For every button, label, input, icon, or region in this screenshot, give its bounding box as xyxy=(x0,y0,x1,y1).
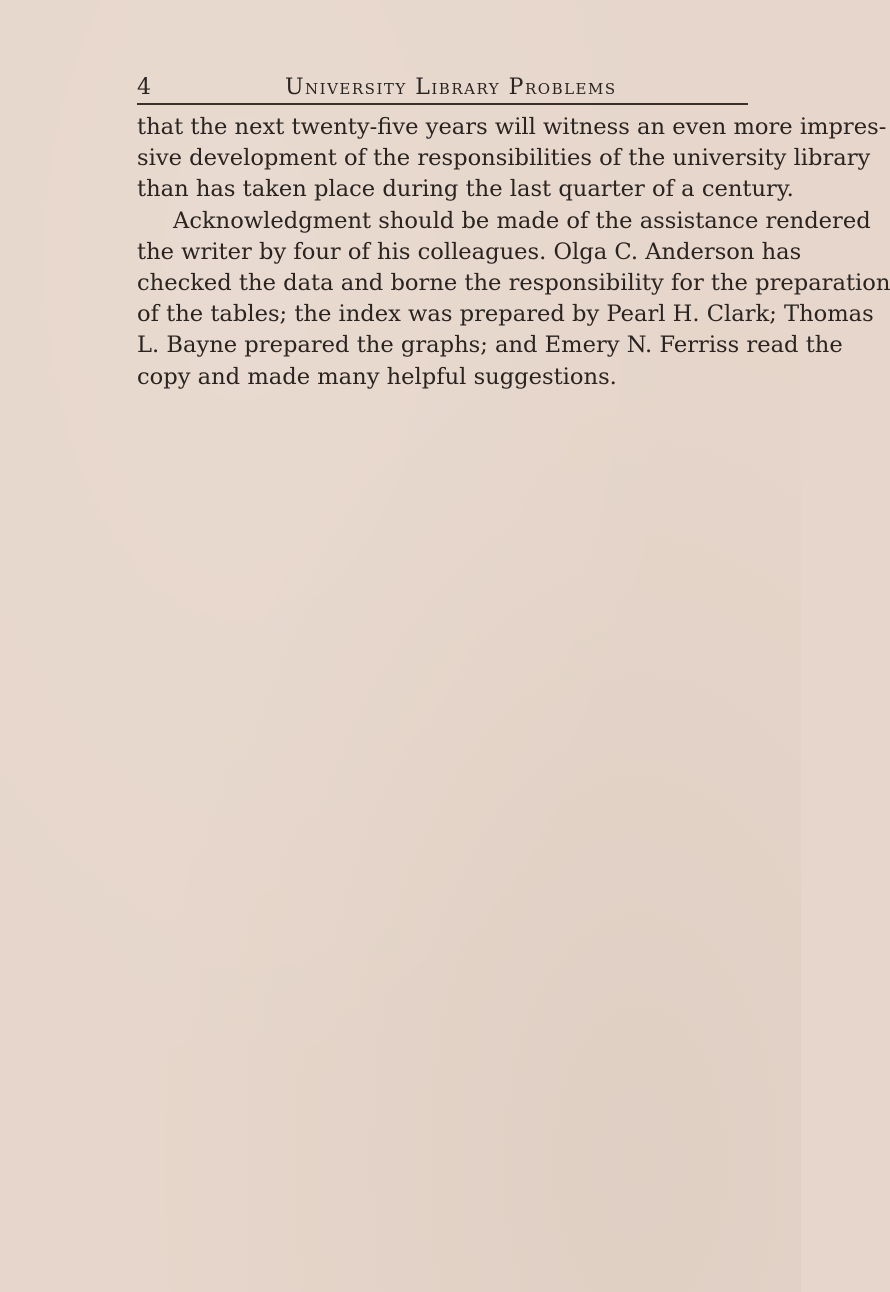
paragraph-1 xyxy=(137,112,887,206)
page-number: 4 xyxy=(137,75,151,100)
text-line: Acknowledgment should be made of the assistance rendered xyxy=(173,207,871,234)
running-title: University Library Problems xyxy=(285,75,617,100)
text-line: than has taken place during the last quarter of a century. xyxy=(137,176,794,203)
header-rule xyxy=(137,103,748,105)
text-line: checked the data and borne the responsibility for the preparation xyxy=(137,269,890,296)
text-line: L. Bayne prepared the graphs; and Emery N. Ferriss read the xyxy=(137,332,843,359)
running-head xyxy=(137,74,749,104)
text-line: sive development of the responsibilities of the university library xyxy=(137,145,871,172)
text-line: the writer by four of his colleagues. Olga C. Anderson has xyxy=(137,238,802,265)
text-line: copy and made many helpful suggestions. xyxy=(137,363,617,390)
text-line: that the next twenty-five years will witness an even more impres- xyxy=(137,114,887,140)
paragraph-2 xyxy=(137,206,890,393)
text-line: of the tables; the index was prepared by Pearl H. Clark; Thomas xyxy=(137,301,874,328)
body-text xyxy=(137,112,890,393)
